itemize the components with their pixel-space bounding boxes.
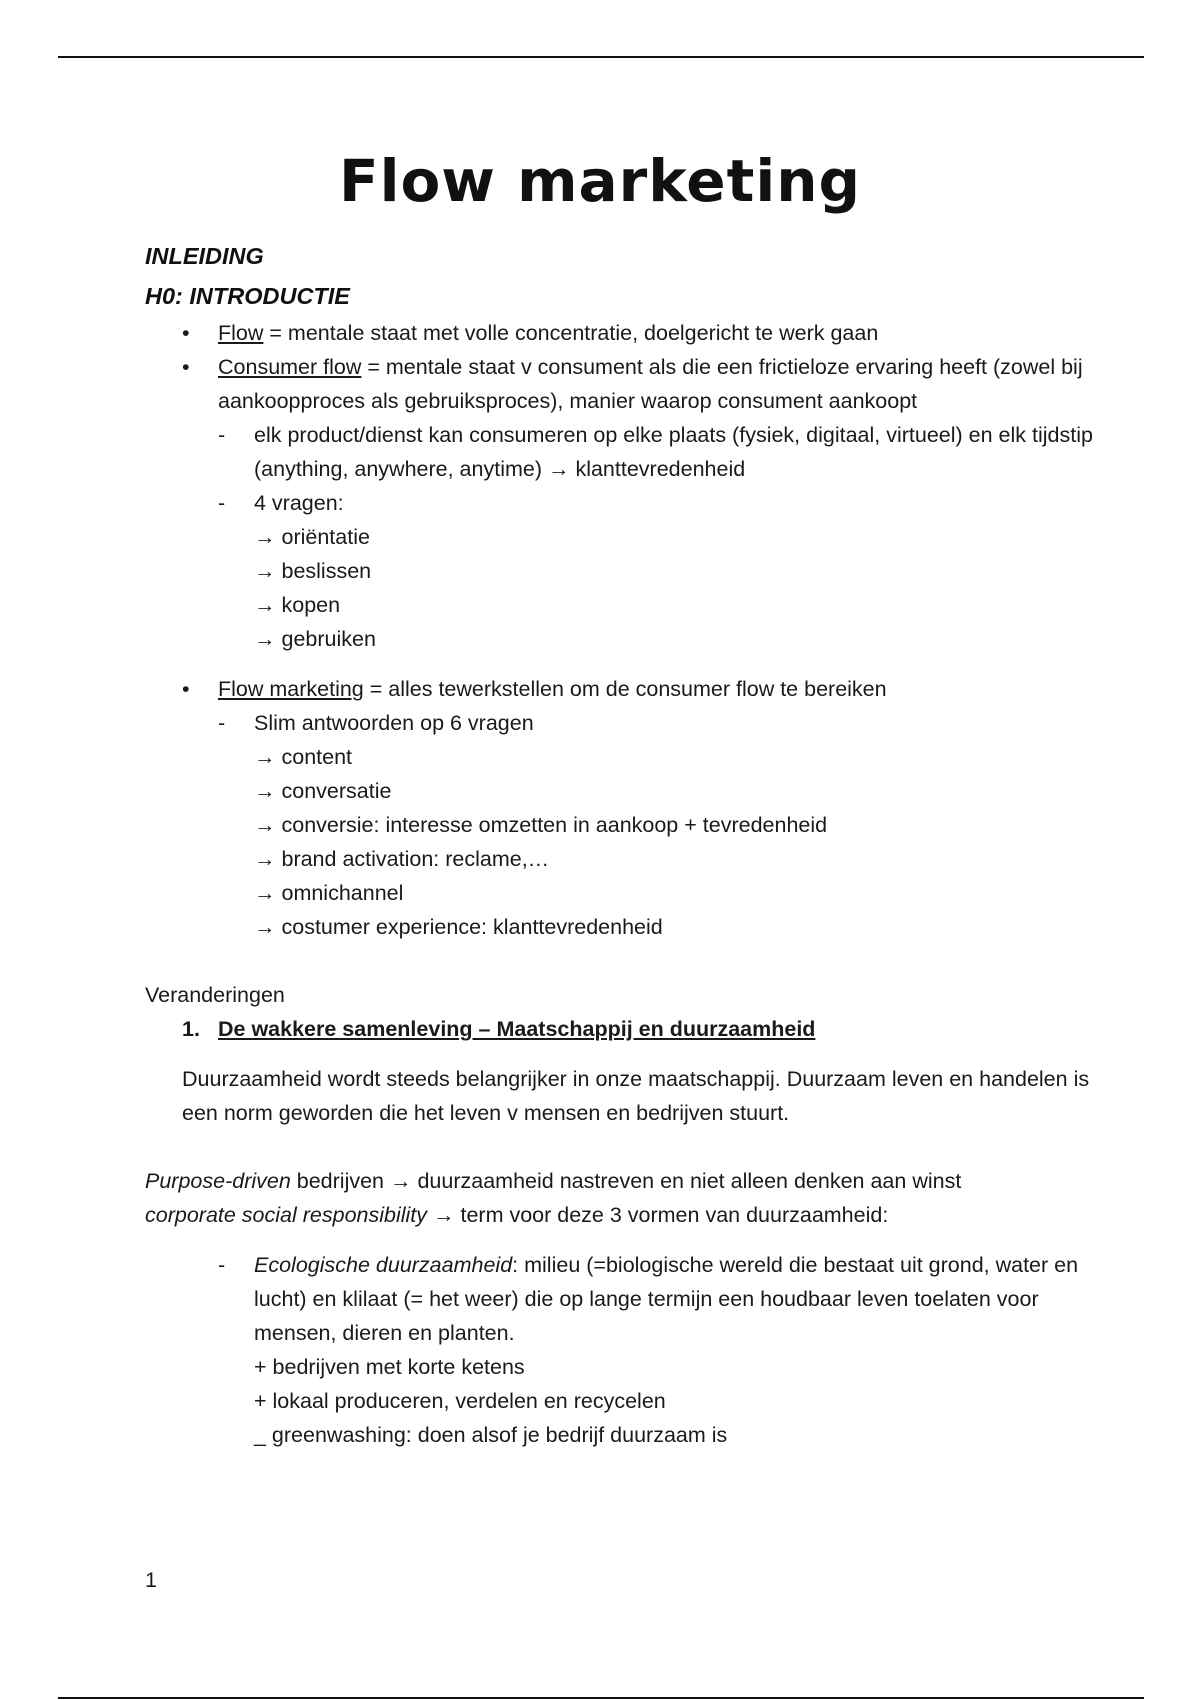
bullet-consumer-flow (145, 350, 1125, 418)
dash-icon: - (218, 711, 226, 735)
list-item: → gebruiken (254, 627, 376, 651)
dash-icon: - (218, 423, 226, 447)
dash-item-6-vragen (145, 706, 1125, 740)
bullet-icon: • (182, 321, 190, 345)
list-item: → beslissen (254, 559, 372, 583)
term-flow-marketing: Flow marketing (218, 677, 364, 701)
term-flow: Flow (218, 321, 264, 345)
term-purpose-driven: Purpose-driven (145, 1169, 291, 1193)
veranderingen-label: Veranderingen (145, 983, 285, 1007)
dash-text: elk product/dienst kan consumeren op elke plaats (fysiek, digitaal, virtueel) en elk tijdstip (anything, anywhere, anytime) → klanttevredenheid (254, 423, 1093, 481)
term-ecologisch: Ecologische duurzaamheid (254, 1253, 513, 1277)
dash-text: 4 vragen: (254, 491, 344, 515)
arrow-icon: → (254, 559, 276, 583)
list-item: → brand activation: reclame,… (254, 847, 550, 871)
dash-item-anything (145, 418, 1125, 486)
document-title: Flow marketing (338, 147, 862, 215)
header-rule (58, 56, 1144, 58)
list-item: → content (254, 745, 353, 769)
term-consumer-flow: Consumer flow (218, 355, 362, 379)
footer-rule (58, 1697, 1144, 1699)
term-csr: corporate social responsibility (145, 1203, 428, 1227)
arrow-icon: → (254, 745, 276, 769)
arrow-icon: → (254, 847, 276, 871)
list-item: + lokaal produceren, verdelen en recycelen (254, 1389, 666, 1413)
arrow-icon: → (254, 881, 276, 905)
purpose-driven-line: Purpose-driven bedrijven → duurzaamheid nastreven en niet alleen denken aan winst (145, 1169, 962, 1193)
list-item: → conversatie (254, 779, 392, 803)
list-item: → omnichannel (254, 881, 404, 905)
consumer-flow-definition: = mentale staat v consument als die een frictieloze ervaring heeft (zowel bij aankoopproces als gebruiksproces), manier waarop consument aankoopt (218, 355, 1083, 413)
list-item: → conversie: interesse omzetten in aankoop + tevredenheid (254, 813, 828, 837)
arrow-icon: → (254, 915, 276, 939)
bullet-icon: • (182, 355, 190, 379)
arrow-icon: → (254, 779, 276, 803)
list-item: _ greenwashing: doen alsof je bedrijf duurzaam is (254, 1423, 728, 1447)
bullet-icon: • (182, 677, 190, 701)
heading-h0: H0: INTRODUCTIE (145, 283, 350, 309)
document-body (145, 236, 1125, 1452)
duurzaamheid-paragraph: Duurzaamheid wordt steeds belangrijker in onze maatschappij. Duurzaam leven en handelen is een norm geworden die het leven v mensen en bedrijven stuurt. (182, 1067, 1090, 1125)
arrow-icon: → (254, 627, 276, 651)
bullet-flow (145, 316, 1125, 350)
heading-inleiding: INLEIDING (145, 243, 264, 269)
arrow-icon: → (254, 525, 276, 549)
arrow-icon: → (254, 593, 276, 617)
item-number: 1. (182, 1017, 200, 1041)
flow-marketing-definition: = alles tewerkstellen om de consumer flow te bereiken (363, 677, 887, 701)
numbered-item-1 (145, 1012, 1125, 1046)
dash-icon: - (218, 1253, 226, 1277)
list-item: → costumer experience: klanttevredenheid (254, 915, 663, 939)
dash-icon: - (218, 491, 226, 515)
flow-definition: = mentale staat met volle concentratie, doelgericht te werk gaan (263, 321, 879, 345)
list-item: → oriëntatie (254, 525, 370, 549)
bullet-flow-marketing (145, 672, 1125, 706)
list-item: + bedrijven met korte ketens (254, 1355, 525, 1379)
dash-item-4-vragen (145, 486, 1125, 520)
list-item: → kopen (254, 593, 341, 617)
dash-text: Slim antwoorden op 6 vragen (254, 711, 534, 735)
dash-item-ecologisch: - Ecologische duurzaamheid: milieu (=biologische wereld die bestaat uit grond, water en lucht) en klilaat (= het weer) die op lange termijn een houdbaar leven toelaten voor mensen, dieren en planten. (145, 1248, 1125, 1350)
item-title: De wakkere samenleving – Maatschappij en duurzaamheid (218, 1017, 816, 1041)
csr-line: corporate social responsibility → term voor deze 3 vormen van duurzaamheid: (145, 1203, 889, 1227)
arrow-icon: → (254, 813, 276, 837)
page-number: 1 (145, 1568, 157, 1592)
